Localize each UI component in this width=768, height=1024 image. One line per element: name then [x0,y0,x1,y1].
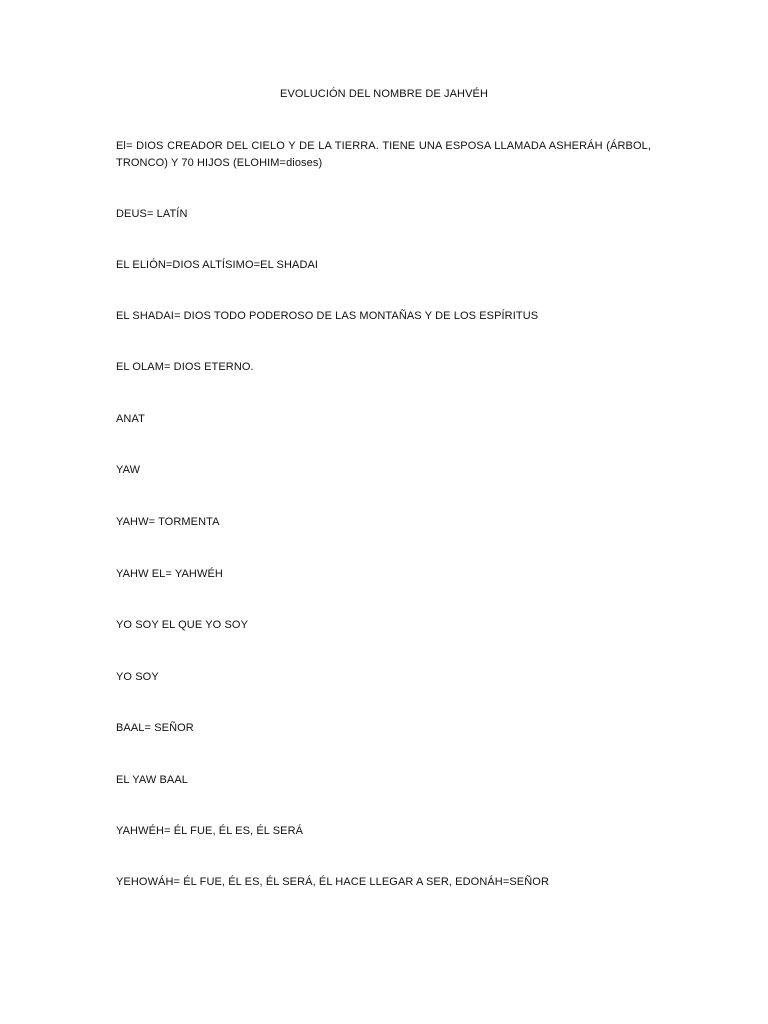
line-baal: BAAL= SEÑOR [116,722,194,734]
line-yaw: YAW [116,464,141,476]
document-title: EVOLUCIÓN DEL NOMBRE DE JAHVÉH [280,88,488,100]
line-yehowah: YEHOWÁH= ÉL FUE, ÉL ES, ÉL SERÁ, ÉL HACE LLEGAR A SER, EDONÁH=SEÑOR [116,876,549,888]
line-yahw-el: YAHW EL= YAHWÉH [116,568,223,580]
line-el-elion: EL ELIÓN=DIOS ALTÍSIMO=EL SHADAI [116,259,319,271]
line-yo-soy-el-que: YO SOY EL QUE YO SOY [116,619,249,631]
line-anat: ANAT [116,413,145,425]
line-el-shadai: EL SHADAI= DIOS TODO PODEROSO DE LAS MONTAÑAS Y DE LOS ESPÍRITUS [116,310,539,322]
line-deus: DEUS= LATÍN [116,208,188,220]
line-yo-soy: YO SOY [116,671,159,683]
line-yahweh: YAHWÉH= ÉL FUE, ÉL ES, ÉL SERÁ [116,825,304,837]
line-el-yaw-baal: EL YAW BAAL [116,774,189,786]
paragraph-el: El= DIOS CREADOR DEL CIELO Y DE LA TIERRA. TIENE UNA ESPOSA LLAMADA ASHERÁH (ÁRBOL, TRONCO) Y 70 HIJOS (ELOHIM=dioses) [116,140,651,169]
line-yahw: YAHW= TORMENTA [116,516,220,528]
line-el-olam: EL OLAM= DIOS ETERNO. [116,361,254,373]
